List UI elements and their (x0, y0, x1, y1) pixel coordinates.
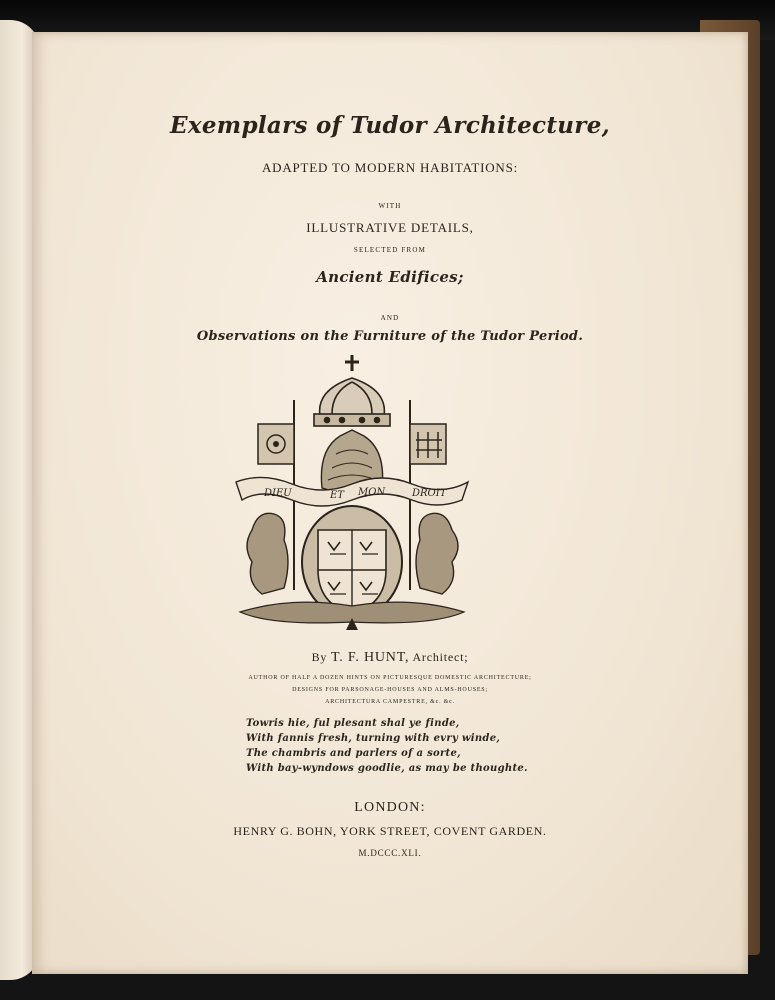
imprint-date: M.DCCC.XLI. (358, 848, 422, 858)
royal-coat-of-arms-illustration (232, 350, 472, 640)
author-role: Architect; (412, 650, 469, 664)
crown-icon (314, 355, 390, 426)
byline (32, 650, 748, 666)
and-label: AND (380, 314, 400, 322)
author-works-line-1: AUTHOR OF HALF A DOZEN HINTS ON PICTURESQUE DOMESTIC ARCHITECTURE; (248, 675, 532, 681)
lion-supporter-icon (247, 513, 288, 594)
motto-word-2: ET (330, 490, 344, 501)
author-works-line-3: ARCHITECTURA CAMPESTRE, &c. &c. (325, 699, 455, 705)
book-title: Exemplars of Tudor Architecture, (170, 112, 610, 139)
details-line: ILLUSTRATIVE DETAILS, (306, 220, 474, 235)
title-page (32, 32, 748, 974)
poem-line-4: With bay-wyndows goodlie, as may be thoughte. (246, 763, 528, 774)
motto-word-4: DROIT (412, 488, 447, 499)
author-works-line-2: DESIGNS FOR PARSONAGE-HOUSES AND ALMS-HOUSES; (292, 687, 488, 693)
motto-word-3: MON (358, 487, 386, 498)
motto-word-1: DIEU (264, 488, 292, 499)
poem-line-2: With fannis fresh, turning with evry winde, (246, 733, 501, 744)
imprint-publisher: HENRY G. BOHN, YORK STREET, COVENT GARDEN. (233, 824, 547, 838)
with-label: WITH (378, 202, 402, 210)
author-name: T. F. HUNT, (330, 650, 410, 665)
selected-label: SELECTED FROM (353, 246, 427, 254)
byline-prefix: By (311, 650, 328, 664)
observations-line: Observations on the Furniture of the Tudor Period. (196, 329, 584, 344)
edifices-line: Ancient Edifices; (316, 268, 464, 286)
poem-line-1: Towris hie, ful plesant shal ye finde, (246, 718, 460, 729)
poem-line-3: The chambris and parlers of a sorte, (246, 748, 461, 759)
book-subtitle: ADAPTED TO MODERN HABITATIONS: (261, 160, 519, 175)
dragon-supporter-icon (416, 513, 458, 594)
imprint-city: LONDON: (354, 800, 426, 815)
